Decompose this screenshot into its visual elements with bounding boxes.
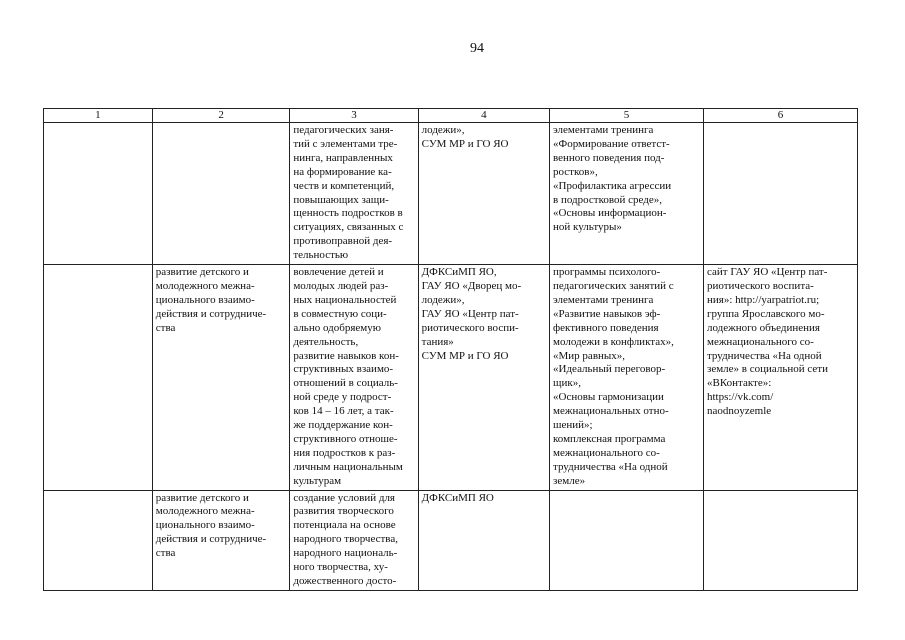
column-header: 2 (152, 109, 290, 123)
table-row (44, 490, 858, 590)
table-cell: развитие детского и молодежного межна- ционального взаимо- действия и сотрудниче- ства (152, 490, 290, 590)
table-cell: лодежи», СУМ МР и ГО ЯО (418, 123, 549, 265)
table-cell: вовлечение детей и молодых людей раз- ных национальностей в совместную соци- ально одобряемую деятельность, развитие навыков кон- структивных взаимо- отношений в социаль- ной среде у подрост- ков 14 – 16 лет, а так- же поддержание кон- структивного отноше- ния подростков к раз- личным национальным культурам (290, 265, 418, 491)
column-header: 6 (703, 109, 857, 123)
table-cell: элементами тренинга «Формирование ответст- венного поведения под- ростков», «Профилактика агрессии в подростковой среде», «Основы информацион- ной культуры» (550, 123, 704, 265)
table-cell (550, 490, 704, 590)
table-cell (44, 265, 153, 491)
table-cell (152, 123, 290, 265)
table-cell: сайт ГАУ ЯО «Центр пат- риотического воспита- ния»: http://yarpatriot.ru; группа Ярославского мо- лодежного объединения межнационального со- трудничества «На одной земле» в социальной сети «ВКонтакте»: https://vk.com/ naodnoyzemle (703, 265, 857, 491)
table-cell: ДФКСиМП ЯО (418, 490, 549, 590)
table-cell (703, 490, 857, 590)
column-header: 3 (290, 109, 418, 123)
table-row (44, 265, 858, 491)
page-number: 94 (470, 41, 484, 56)
table-cell: создание условий для развития творческого потенциала на основе народного творчества, народного националь- ного творчества, ху- дожественного досто- (290, 490, 418, 590)
table-cell (703, 123, 857, 265)
column-header: 5 (550, 109, 704, 123)
table-row (44, 123, 858, 265)
table-cell (44, 490, 153, 590)
table-header-row (44, 109, 858, 123)
table-cell: педагогических заня- тий с элементами тре- нинга, направленных на формирование ка- честв и компетенций, повышающих защи- щенность подростков в ситуациях, связанных с противоправной дея- тельностью (290, 123, 418, 265)
table-cell: развитие детского и молодежного межна- ционального взаимо- действия и сотрудниче- ства (152, 265, 290, 491)
table-cell (44, 123, 153, 265)
activities-table (43, 108, 858, 591)
column-header: 1 (44, 109, 153, 123)
table-cell: программы психолого- педагогических занятий с элементами тренинга «Развитие навыков эф- фективного поведения молодежи в конфликтах», «Мир равных», «Идеальный переговор- щик», «Основы гармонизации межнациональных отно- шений»; комплексная программа межнационального со- трудничества «На одной земле» (550, 265, 704, 491)
column-header: 4 (418, 109, 549, 123)
table-cell: ДФКСиМП ЯО, ГАУ ЯО «Дворец мо- лодежи», ГАУ ЯО «Центр пат- риотического воспи- тания» СУМ МР и ГО ЯО (418, 265, 549, 491)
